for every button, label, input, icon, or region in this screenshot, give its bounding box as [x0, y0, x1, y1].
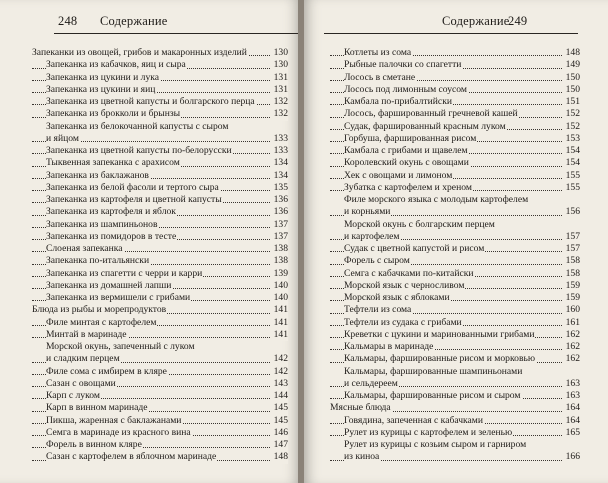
- toc-entry-title: Креветки с цукини и маринованными грибами: [344, 328, 535, 340]
- toc-entry: [330, 84, 580, 96]
- toc-entry: [32, 84, 288, 96]
- toc-entry: [330, 96, 580, 108]
- toc-entry: [330, 219, 580, 231]
- toc-entry: [330, 145, 580, 157]
- toc-entry: [330, 255, 580, 267]
- toc-page-number: 162: [565, 341, 580, 352]
- toc-entry: [330, 427, 580, 439]
- toc-entry: [330, 59, 580, 71]
- toc-entry: [32, 59, 288, 71]
- toc-entry-title: Запеканка из цветной капусты и болгарского перца: [46, 96, 255, 107]
- toc-entry: [330, 194, 580, 206]
- toc-page-number: 148: [273, 451, 288, 463]
- toc-entry: [32, 243, 288, 255]
- toc-page-number: 133: [273, 145, 288, 156]
- toc-entry-title: Тефтели из судака с грибами: [344, 316, 462, 328]
- right-page: [304, 0, 608, 483]
- toc-page-number: 164: [565, 414, 580, 426]
- toc-page-number: 163: [565, 390, 580, 401]
- toc-page-number: 150: [565, 71, 580, 83]
- toc-entry-title: Пикша, жаренная с баклажанами: [46, 414, 182, 426]
- toc-entry-title: Камбала с грибами и щавелем: [344, 145, 468, 156]
- toc-entry: [32, 255, 288, 267]
- toc-entry-title: Карп с луком: [46, 390, 100, 401]
- toc-entry: [32, 378, 288, 390]
- toc-page-number: 138: [273, 243, 288, 254]
- toc-entry: [330, 231, 580, 243]
- toc-page-number: 134: [273, 169, 288, 181]
- toc-page-number: 137: [273, 218, 288, 230]
- toc-page-number: 156: [565, 206, 580, 218]
- toc-entry-title: Говядина, запеченная с кабачками: [344, 414, 484, 426]
- toc-entry: [32, 341, 288, 353]
- left-toc-list: [32, 47, 288, 464]
- toc-entry-title: Запеканка из белой фасоли и тертого сыра: [46, 181, 219, 193]
- right-toc-list: [330, 47, 580, 464]
- toc-entry-title: Запеканка из домашней лапши: [46, 279, 172, 291]
- toc-entry-title: Мясные блюда: [330, 402, 391, 414]
- toc-entry-title: Лосось, фаршированный гречневой кашей: [344, 108, 518, 120]
- toc-page-number: 159: [565, 279, 580, 291]
- left-header-rule: [54, 33, 304, 34]
- toc-entry-title: и картофелем: [344, 230, 400, 242]
- toc-entry-title: и сладким перцем: [46, 353, 120, 365]
- toc-entry-title: Камбала по-прибалтийски: [344, 96, 452, 107]
- toc-entry-title: Лосось в сметане: [344, 71, 416, 83]
- toc-page-number: 140: [273, 279, 288, 291]
- toc-entry: [330, 47, 580, 59]
- right-page-number: 249: [508, 14, 528, 28]
- toc-entry-title: Кальмары, фаршированные рисом и сыром: [344, 390, 521, 401]
- toc-entry-title: и корньями: [344, 206, 391, 218]
- toc-entry-title: Рулет из курицы с картофелем и зеленью: [344, 426, 513, 438]
- toc-entry-title: Запеканка из кабачков, яиц и сыра: [46, 59, 186, 71]
- toc-page-number: 154: [565, 157, 580, 169]
- toc-entry: [330, 243, 580, 255]
- toc-entry: [330, 353, 580, 365]
- toc-entry-title: Филе минтая с картофелем: [46, 316, 157, 328]
- toc-entry: [32, 231, 288, 243]
- right-header-title: Содержание: [442, 14, 510, 28]
- toc-entry-title: Тефтели из сома: [344, 304, 412, 316]
- toc-entry-title: Запеканка из цветной капусты по-белорусски: [46, 145, 232, 156]
- toc-entry-title: Судак, фаршированный красным луком: [344, 120, 506, 132]
- left-header-title: Содержание: [100, 14, 168, 28]
- right-page-header: [322, 0, 580, 38]
- toc-page-number: 132: [273, 108, 288, 120]
- toc-page-number: 148: [565, 47, 580, 58]
- toc-entry-title: Судак с цветной капустой и рисом: [344, 243, 485, 254]
- toc-entry: [330, 157, 580, 169]
- toc-page-number: 142: [273, 365, 288, 377]
- toc-page-number: 137: [273, 230, 288, 242]
- toc-page-number: 143: [273, 377, 288, 389]
- toc-entry: [32, 133, 288, 145]
- toc-entry-title: Рулет из курицы с козьим сыром и гарниром: [344, 439, 527, 450]
- toc-entry-title: Минтай в маринаде: [46, 328, 127, 340]
- toc-entry-title: Карп в винном маринаде: [46, 402, 148, 414]
- toc-entry-title: Запеканка из спагетти с черри и карри: [46, 267, 203, 279]
- toc-entry: [330, 317, 580, 329]
- toc-page-number: 134: [273, 157, 288, 169]
- toc-entry-title: Лосось под лимонным соусом: [344, 83, 467, 95]
- toc-entry-title: Запеканки из овощей, грибов и макаронных изделий: [32, 47, 247, 58]
- toc-entry-title: Сазан с овощами: [46, 377, 116, 389]
- toc-entry-title: Кальмары в маринаде: [344, 341, 434, 352]
- toc-entry: [330, 451, 580, 463]
- toc-entry-title: Запеканка из шампиньонов: [46, 218, 158, 230]
- toc-entry: [32, 96, 288, 108]
- toc-entry: [32, 329, 288, 341]
- toc-entry-title: Запеканка из картофеля и яблок: [46, 206, 176, 218]
- right-header-rule: [324, 33, 578, 34]
- toc-entry-title: и сельдереем: [344, 377, 398, 389]
- toc-entry: [32, 170, 288, 182]
- toc-entry: [330, 292, 580, 304]
- toc-page-number: 138: [273, 255, 288, 267]
- left-page: [0, 0, 300, 483]
- toc-entry: [330, 304, 580, 316]
- toc-entry: [32, 390, 288, 402]
- toc-entry: [32, 108, 288, 120]
- toc-page-number: 136: [273, 194, 288, 205]
- toc-entry-title: Запеканка из вермишели с грибами: [46, 292, 191, 303]
- left-page-number: 248: [58, 14, 78, 28]
- toc-entry: [330, 268, 580, 280]
- toc-page-number: 139: [273, 267, 288, 279]
- toc-page-number: 132: [273, 96, 288, 107]
- toc-page-number: 130: [273, 47, 288, 58]
- toc-entry-title: Слоеная запеканка: [46, 243, 123, 254]
- toc-entry-title: Кальмары, фаршированные шампиньонами: [344, 365, 523, 377]
- toc-entry-title: Семга с кабачками по-китайски: [344, 267, 474, 279]
- toc-entry-title: Филе сома с имбирем в кляре: [46, 365, 167, 377]
- toc-page-number: 151: [565, 96, 580, 107]
- toc-entry-title: Сазан с картофелем в яблочном маринаде: [46, 451, 217, 463]
- toc-entry-title: Запеканка из цукини и лука: [46, 71, 160, 83]
- toc-page-number: 155: [565, 181, 580, 193]
- toc-entry: [330, 439, 580, 451]
- toc-entry-title: Морской язык с черносливом: [344, 279, 465, 291]
- toc-page-number: 157: [565, 230, 580, 242]
- toc-entry: [330, 108, 580, 120]
- toc-entry: [330, 182, 580, 194]
- toc-entry-title: Зубатка с картофелем и хреном: [344, 181, 472, 193]
- toc-page-number: 147: [273, 439, 288, 450]
- toc-page-number: 141: [273, 328, 288, 340]
- toc-page-number: 141: [273, 304, 288, 316]
- toc-page-number: 152: [565, 120, 580, 132]
- toc-entry-title: Рыбные палочки со спагетти: [344, 59, 462, 71]
- toc-entry: [32, 317, 288, 329]
- toc-entry: [32, 353, 288, 365]
- toc-entry-title: Королевский окунь с овощами: [344, 157, 469, 169]
- toc-entry: [32, 366, 288, 378]
- toc-entry: [32, 145, 288, 157]
- toc-page-number: 141: [273, 316, 288, 328]
- toc-page-number: 145: [273, 402, 288, 414]
- toc-entry: [32, 157, 288, 169]
- toc-entry: [330, 72, 580, 84]
- toc-entry: [32, 439, 288, 451]
- toc-entry-title: Запеканка из баклажанов: [46, 169, 149, 181]
- toc-entry: [32, 415, 288, 427]
- toc-entry: [32, 268, 288, 280]
- toc-entry: [32, 206, 288, 218]
- toc-page-number: 164: [565, 402, 580, 414]
- toc-page-number: 140: [273, 292, 288, 303]
- toc-entry: [330, 133, 580, 145]
- toc-entry: [32, 72, 288, 84]
- toc-entry: [32, 280, 288, 292]
- toc-entry-title: Хек с овощами и лимоном: [344, 169, 453, 181]
- toc-page-number: 166: [565, 451, 580, 463]
- toc-entry: [330, 378, 580, 390]
- toc-entry: [32, 194, 288, 206]
- toc-entry-title: Семга в маринаде из красного вина: [46, 426, 191, 438]
- toc-entry-title: Форель с сыром: [344, 255, 410, 267]
- toc-entry-title: Кальмары, фаршированные рисом и морковью: [344, 353, 536, 365]
- toc-entry: [330, 170, 580, 182]
- toc-page-number: 165: [565, 426, 580, 438]
- toc-page-number: 154: [565, 145, 580, 156]
- toc-entry-title: Морской окунь, запеченный с луком: [46, 341, 195, 352]
- toc-entry-title: Блюда из рыбы и морепродуктов: [32, 304, 167, 316]
- toc-page-number: 133: [273, 132, 288, 144]
- toc-page-number: 131: [273, 83, 288, 95]
- toc-page-number: 162: [565, 353, 580, 365]
- toc-entry: [32, 402, 288, 414]
- toc-entry: [32, 219, 288, 231]
- toc-page-number: 158: [565, 255, 580, 267]
- toc-page-number: 157: [565, 243, 580, 254]
- toc-entry-title: из киноа: [344, 451, 380, 463]
- toc-page-number: 149: [565, 59, 580, 71]
- toc-page-number: 150: [565, 83, 580, 95]
- toc-entry-title: Запеканка из помидоров в тесте: [46, 230, 177, 242]
- toc-page-number: 162: [565, 328, 580, 340]
- toc-page-number: 136: [273, 206, 288, 218]
- toc-entry: [32, 121, 288, 133]
- toc-page-number: 163: [565, 377, 580, 389]
- toc-entry: [32, 427, 288, 439]
- toc-page-number: 135: [273, 181, 288, 193]
- toc-page-number: 152: [565, 108, 580, 120]
- toc-entry-title: Морской язык с яблоками: [344, 292, 450, 303]
- toc-entry: [330, 206, 580, 218]
- toc-page-number: 159: [565, 292, 580, 303]
- toc-entry: [330, 329, 580, 341]
- toc-entry-title: Форель в винном кляре: [46, 439, 142, 450]
- toc-entry: [330, 415, 580, 427]
- toc-entry-title: Филе морского языка с молодым картофелем: [344, 194, 529, 205]
- toc-entry-title: Запеканка из брокколи и брынзы: [46, 108, 181, 120]
- toc-section-heading: [32, 47, 288, 59]
- toc-entry-title: Горбуша, фаршированная рисом: [344, 132, 477, 144]
- toc-page-number: 153: [565, 132, 580, 144]
- toc-page-number: 161: [565, 316, 580, 328]
- toc-page-number: 145: [273, 414, 288, 426]
- toc-page-number: 130: [273, 59, 288, 71]
- toc-entry-title: Морской окунь с болгарским перцем: [344, 218, 495, 230]
- toc-entry: [330, 341, 580, 353]
- toc-entry: [330, 121, 580, 133]
- toc-entry: [32, 292, 288, 304]
- toc-page-number: 131: [273, 71, 288, 83]
- toc-section-heading: [32, 304, 288, 316]
- left-page-header: [40, 0, 288, 38]
- toc-entry: [330, 390, 580, 402]
- toc-entry-title: Котлеты из сома: [344, 47, 412, 58]
- toc-section-heading: [330, 402, 580, 414]
- toc-entry: [32, 451, 288, 463]
- toc-entry-title: Запеканка из картофеля и цветной капусты: [46, 194, 222, 205]
- toc-entry-title: Тыквенная запеканка с арахисом: [46, 157, 180, 169]
- toc-entry-title: Запеканка из цукини и яиц: [46, 83, 156, 95]
- toc-page-number: 146: [273, 426, 288, 438]
- toc-page-number: 155: [565, 169, 580, 181]
- toc-entry-title: и яйцом: [46, 132, 79, 144]
- toc-entry-title: Запеканка из белокочанной капусты с сыром: [46, 120, 229, 132]
- toc-page-number: 160: [565, 304, 580, 316]
- toc-page-number: 158: [565, 267, 580, 279]
- toc-page-number: 142: [273, 353, 288, 365]
- toc-page-number: 144: [273, 390, 288, 401]
- toc-entry-title: Запеканка по-итальянски: [46, 255, 150, 267]
- toc-entry: [330, 366, 580, 378]
- toc-entry: [32, 182, 288, 194]
- toc-entry: [330, 280, 580, 292]
